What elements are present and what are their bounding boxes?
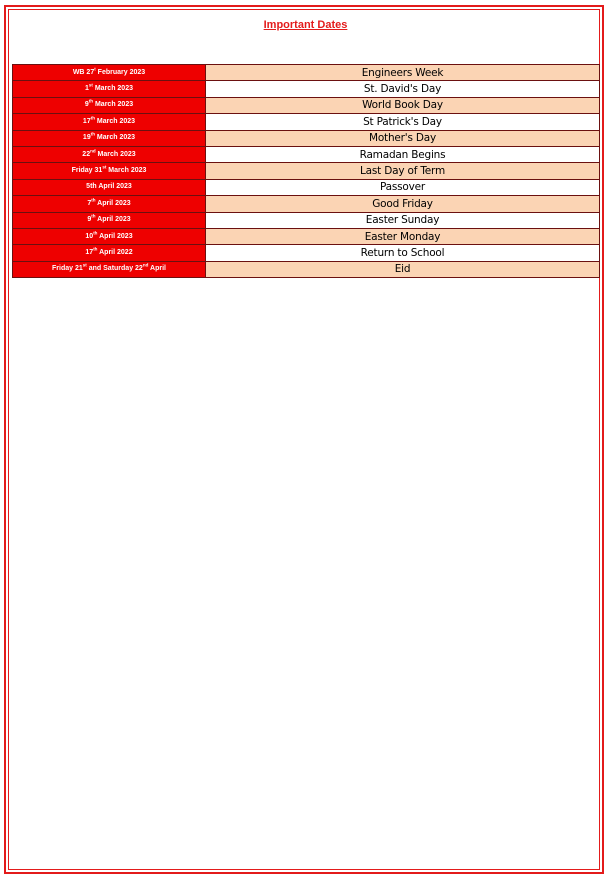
date-text: April 2023 [97, 232, 133, 240]
date-text: March 2023 [95, 150, 136, 158]
table-row [13, 163, 600, 179]
date-cell [13, 163, 206, 179]
date-text: 9 [84, 101, 89, 109]
date-cell [13, 114, 206, 130]
date-text: 19 [82, 134, 91, 142]
event-cell: Last Day of Term [206, 163, 600, 179]
date-text: April 2022 [97, 248, 133, 256]
table-row [13, 146, 600, 162]
date-ordinal-suffix: th [93, 230, 98, 236]
date-text: March 2023 [94, 134, 136, 142]
date-ordinal-suffix: th [90, 131, 95, 137]
event-cell: Engineers Week [206, 65, 600, 81]
event-cell: Easter Monday [206, 228, 600, 244]
table-row [13, 179, 600, 195]
event-cell: World Book Day [206, 97, 600, 113]
event-cell: Return to School [206, 245, 600, 261]
event-cell: Good Friday [206, 196, 600, 212]
page-title: Important Dates [263, 19, 348, 31]
date-text: 5th April 2023 [86, 183, 132, 191]
important-dates-table [12, 64, 600, 278]
date-text: March 2023 [94, 117, 136, 125]
date-cell [13, 245, 206, 261]
date-ordinal-suffix: st [102, 164, 107, 170]
table-row [13, 212, 600, 228]
date-text: Friday 31 [71, 167, 103, 175]
date-cell [13, 196, 206, 212]
event-cell: St. David's Day [206, 81, 600, 97]
date-text: 9 [87, 216, 92, 224]
table-row [13, 228, 600, 244]
date-text: March 2023 [92, 85, 133, 93]
date-ordinal-suffix: th [91, 197, 96, 203]
table-row [13, 114, 600, 130]
date-cell [13, 81, 206, 97]
date-cell [13, 97, 206, 113]
date-text: and Saturday 22 [86, 265, 143, 273]
date-text: April 2023 [95, 199, 131, 207]
date-text: February 2023 [95, 68, 146, 76]
date-text: WB 27 [72, 68, 95, 76]
table-row [13, 97, 600, 113]
date-text: March 2023 [93, 101, 134, 109]
date-cell [13, 228, 206, 244]
date-ordinal-suffix: th [90, 115, 95, 121]
event-cell: Easter Sunday [206, 212, 600, 228]
table-row [13, 196, 600, 212]
date-cell [13, 130, 206, 146]
event-cell: Passover [206, 179, 600, 195]
event-cell: Mother's Day [206, 130, 600, 146]
date-ordinal-suffix: th [88, 99, 94, 105]
date-cell [13, 179, 206, 195]
table-row [13, 65, 600, 81]
date-text: 17 [82, 117, 91, 125]
date-cell [13, 65, 206, 81]
table-row [13, 245, 600, 261]
date-text: 1 [84, 85, 89, 93]
date-ordinal-suffix: t [94, 66, 96, 72]
date-text: 22 [82, 150, 91, 158]
event-cell: Eid [206, 261, 600, 277]
date-ordinal-suffix: th [93, 246, 98, 252]
date-ordinal-suffix: st [88, 82, 93, 88]
event-cell: St Patrick's Day [206, 114, 600, 130]
table-row [13, 261, 600, 277]
date-cell [13, 261, 206, 277]
date-text: April 2023 [95, 216, 131, 224]
event-cell: Ramadan Begins [206, 146, 600, 162]
date-ordinal-suffix: nd [90, 148, 96, 154]
date-ordinal-suffix: th [91, 213, 96, 219]
date-ordinal-suffix: nd [142, 263, 149, 269]
date-text: 10 [85, 232, 94, 240]
date-text: April [148, 265, 166, 273]
date-cell [13, 212, 206, 228]
date-text: 17 [85, 248, 94, 256]
date-ordinal-suffix: st [82, 263, 87, 269]
date-cell [13, 146, 206, 162]
table-row [13, 130, 600, 146]
date-text: March 2023 [106, 167, 147, 175]
date-text: 7 [87, 199, 92, 207]
table-row [13, 81, 600, 97]
date-text: Friday 21 [52, 265, 83, 273]
